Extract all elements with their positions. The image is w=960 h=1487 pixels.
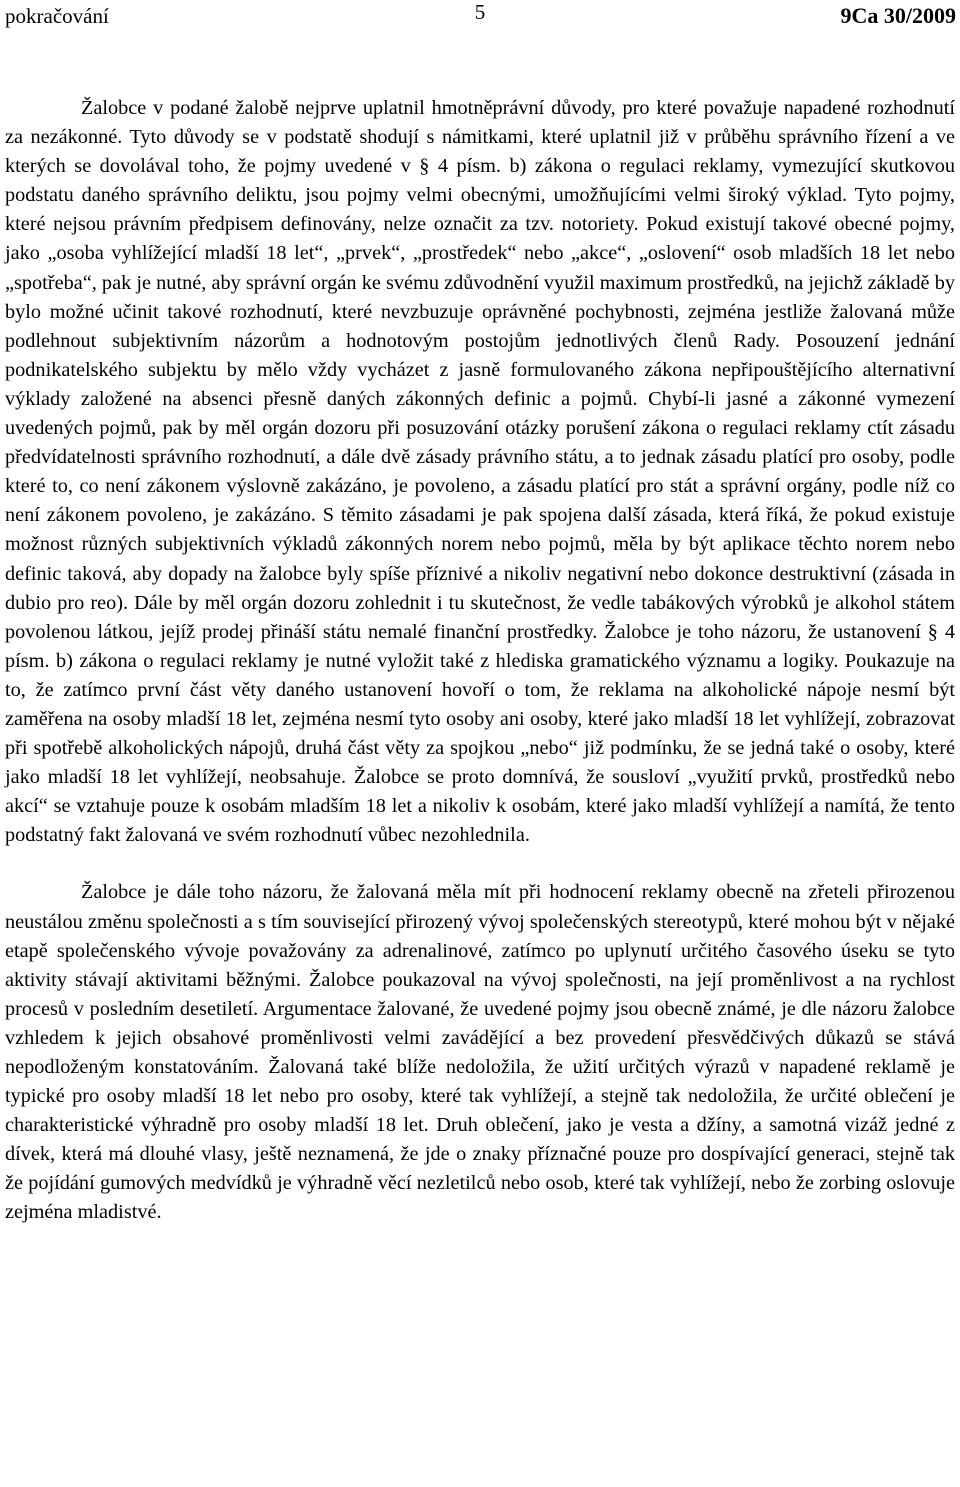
header-continuation-label: pokračování — [5, 4, 109, 28]
paragraph-1: Žalobce v podané žalobě nejprve uplatnil hmotněprávní důvody, pro které považuje napadené rozhodnutí za nezákonné. Tyto důvody se v podstatě shodují s námitkami, které uplatnil již v průběhu správního řízení a ve kterých se dovolával toho, že pojmy uvedené v § 4 písm. b) zákona o regulaci reklamy, vymezující skutkovou podstatu daného správního deliktu, jsou pojmy velmi obecnými, umožňujícími velmi široký výklad. Tyto pojmy, které nejsou právním předpisem definovány, nelze označit za tzv. notoriety. Pokud existují takové obecné pojmy, jako „osoba vyhlížející mladší 18 let“, „prvek“, „prostředek“ nebo „akce“, „oslovení“ osob mladších 18 let nebo „spotřeba“, pak je nutné, aby správní orgán ke svému zdůvodnění využil maximum prostředků, na jejichž základě by bylo možné učinit takové rozhodnutí, které nevzbuzuje oprávněné pochybnosti, zejména jestliže žalovaná může podlehnout subjektivním názorům a hodnotovým postojům jednotlivých členů Rady. Posouzení jednání podnikatelského subjektu by mělo vždy vycházet z jasně formulovaného zákona nepřipouštějícího alternativní výklady založené na absenci přesně daných zákonných definic a pojmů. Chybí-li jasné a zákonné vymezení uvedených pojmů, pak by měl orgán dozoru při posuzování otázky porušení zákona o regulaci reklamy ctít zásadu předvídatelnosti správního rozhodnutí, a dále dvě zásady právního státu, a to jednak zásadu platící pro osoby, podle které to, co není zákonem výslovně zakázáno, je povoleno, a zásadu platící pro stát a správní orgány, podle níž co není zákonem povoleno, je zakázáno. S těmito zásadami je pak spojena další zásada, která říká, že pokud existuje možnost různých subjektivních výkladů zákonných norem nebo pojmů, měla by být aplikace těchto norem nebo definic taková, aby dopady na žalobce byly spíše příznivé a nikoliv negativní nebo dokonce destruktivní (zásada in dubio pro reo). Dále by měl orgán dozoru zohlednit i tu skutečnost, že vedle tabákových výrobků je alkohol státem povolenou látkou, jejíž prodej přináší státu nemalé finanční prostředky. Žalobce je toho názoru, že ustanovení § 4 písm. b) zákona o regulaci reklamy je nutné vyložit také z hlediska gramatického významu a logiky. Poukazuje na to, že zatímco první část věty daného ustanovení hovoří o tom, že reklama na alkoholické nápoje nesmí být zaměřena na osoby mladší 18 let, zejména nesmí tyto osoby ani osoby, které jako mladší 18 let vyhlížejí, zobrazovat při spotřebě alkoholických nápojů, druhá část věty za spojkou „nebo“ již podmínku, že se jedná také o osoby, které jako mladší 18 let vyhlížejí, neobsahuje. Žalobce se proto domnívá, že sousloví „využití prvků, prostředků nebo akcí“ se vztahuje pouze k osobám mladším 18 let a nikoliv k osobám, které jako mladší vyhlížejí a namítá, že tento podstatný fakt žalovaná ve svém rozhodnutí vůbec nezohlednila. — [5, 97, 955, 847]
page-number: 5 — [474, 0, 486, 24]
document-body — [5, 94, 955, 1228]
case-number: 9Ca 30/2009 — [840, 3, 956, 28]
paragraph-2: Žalobce je dále toho názoru, že žalovaná měla mít při hodnocení reklamy obecně na zřeteli přirozenou neustálou změnu společnosti a s tím související přirozený vývoj společenských stereotypů, které mohou být v nějaké etapě společenského vývoje považovány za adrenalinové, zatímco po uplynutí určitého časového úseku se tyto aktivity stávají aktivitami běžnými. Žalobce poukazoval na vývoj společnosti, na její proměnlivost a na rychlost procesů v posledním desetiletí. Argumentace žalované, že uvedené pojmy jsou obecně známé, je dle názoru žalobce vzhledem k jejich obsahové proměnlivosti velmi zavádějící a bez provedení přesvědčivých důkazů se stává nepodloženým konstatováním. Žalovaná také blíže nedoložila, že užití určitých výrazů v napadené reklamě je typické pro osoby mladší 18 let nebo pro osoby, které tak vyhlížejí, a stejně tak nedoložila, že určité oblečení je charakteristické výhradně pro osoby mladší 18 let. Druh oblečení, jako je vesta a džíny, a samotná vizáž jedné z dívek, která má dlouhé vlasy, ještě neznamená, že jde o znaky příznačné pouze pro dospívající generaci, stejně tak že pojídání gumových medvídků je výhradně věcí nezletilců nebo osob, které tak vyhlížejí, nebo že zorbing oslovuje zejména mladistvé. — [5, 881, 955, 1224]
page-header — [0, 0, 960, 30]
